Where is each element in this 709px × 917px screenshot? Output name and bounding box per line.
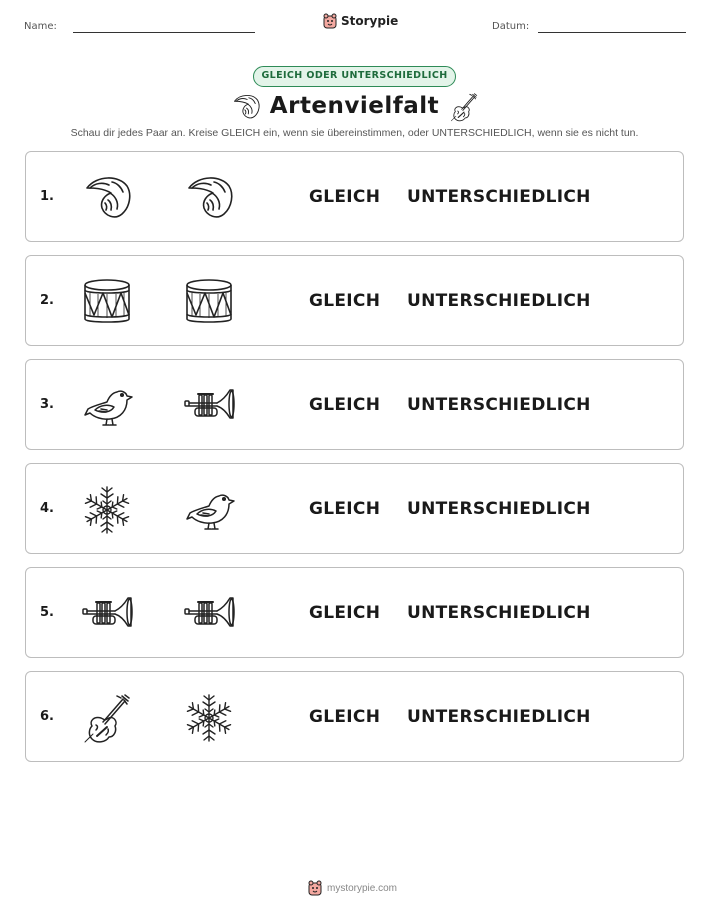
snowflake-icon [183,692,235,744]
toucan-beak-icon [81,172,133,224]
option-different[interactable]: UNTERSCHIEDLICH [407,499,591,519]
worksheet-type-badge: GLEICH ODER UNTERSCHIEDLICH [253,66,456,87]
option-same[interactable]: GLEICH [309,707,381,727]
option-different[interactable]: UNTERSCHIEDLICH [407,187,591,207]
footer [308,880,397,896]
question-row [25,567,684,658]
date-label: Datum: [492,21,530,32]
storypie-logo-icon [323,13,337,29]
option-same[interactable]: GLEICH [309,395,381,415]
trumpet-icon [81,588,133,640]
question-row [25,151,684,242]
question-row [25,359,684,450]
question-number: 6. [40,709,54,724]
option-same[interactable]: GLEICH [309,499,381,519]
instructions: Schau dir jedes Paar an. Kreise GLEICH ein, wenn sie übereinstimmen, oder UNTERSCHIEDLICH, wenn sie es nicht tun. [70,127,639,139]
drum-icon [81,276,133,328]
bird-icon [81,380,133,432]
question-number: 2. [40,293,54,308]
snowflake-icon [81,484,133,536]
question-row [25,463,684,554]
violin-icon [449,92,479,122]
option-different[interactable]: UNTERSCHIEDLICH [407,603,591,623]
violin-icon [81,692,133,744]
trumpet-icon [183,380,235,432]
question-number: 4. [40,501,54,516]
question-row [25,255,684,346]
bird-icon [183,484,235,536]
date-field[interactable] [538,32,686,33]
brand-logo [323,13,398,29]
toucan-beak-icon [183,172,235,224]
option-different[interactable]: UNTERSCHIEDLICH [407,707,591,727]
option-different[interactable]: UNTERSCHIEDLICH [407,395,591,415]
storypie-logo-icon [308,880,322,896]
name-label: Name: [24,21,57,32]
question-number: 5. [40,605,54,620]
option-same[interactable]: GLEICH [309,187,381,207]
name-field[interactable] [73,32,255,33]
option-same[interactable]: GLEICH [309,291,381,311]
question-number: 1. [40,189,54,204]
question-number: 3. [40,397,54,412]
option-different[interactable]: UNTERSCHIEDLICH [407,291,591,311]
footer-url[interactable]: mystorypie.com [327,882,398,894]
trumpet-icon [183,588,235,640]
page-title: Artenvielfalt [269,93,440,119]
brand-name: Storypie [341,14,399,28]
question-row [25,671,684,762]
option-same[interactable]: GLEICH [309,603,381,623]
drum-icon [183,276,235,328]
